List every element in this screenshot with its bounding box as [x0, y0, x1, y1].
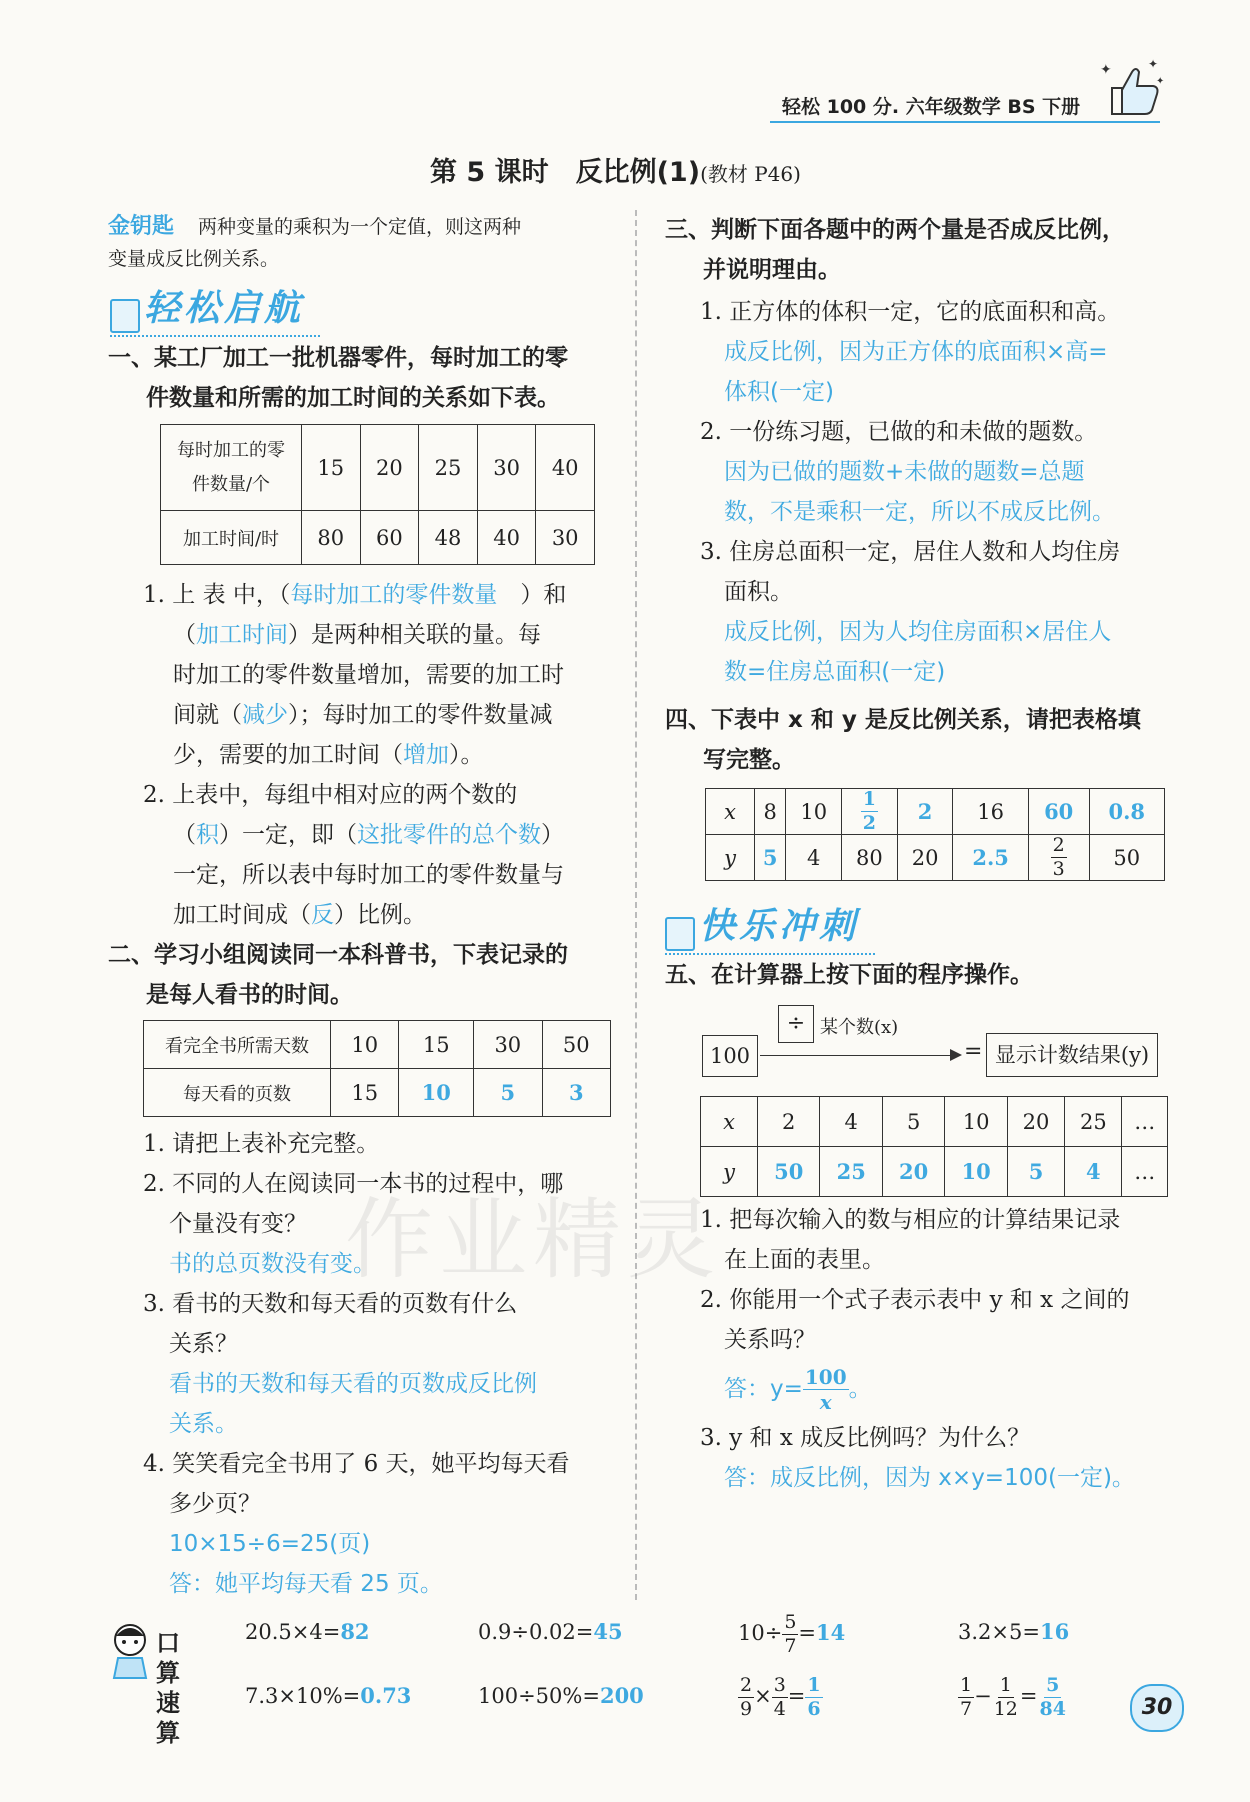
q1-cell: 25 [419, 425, 478, 511]
q2-row1-label: 看完全书所需天数 [144, 1021, 331, 1069]
oral-eq5: 7.3×10%=0.73 [245, 1683, 412, 1708]
q5-cell: 4 [820, 1097, 882, 1147]
oral-eq4: 3.2×5=16 [958, 1619, 1070, 1644]
q5-op-box: ÷ [778, 1005, 814, 1043]
q4-answer-cell: 2.5 [953, 835, 1028, 881]
q1-sub1: 1. 上 表 中，（每时加工的零件数量 ）和 （加工时间）是两种相关联的量。每 时加工的零件数量增加，需要的加工时 间就（减少）；每时加工的零件数量减 少，需要的加工时间（增加）。 [143, 582, 567, 768]
q4-x-label: x [706, 789, 755, 835]
q5-cell: 2 [758, 1097, 820, 1147]
q3-answer: 数，不是乘积一定，所以不成反比例。 [724, 499, 1115, 525]
q5-cell: … [1122, 1147, 1168, 1197]
q5-answer-cell: 25 [820, 1147, 882, 1197]
q1-cell: 30 [477, 425, 536, 511]
q5-answer-cell: 20 [882, 1147, 944, 1197]
q3-head2: 并说明理由。 [703, 257, 841, 283]
q2-answer: 关系。 [169, 1411, 238, 1437]
svg-text:✦: ✦ [1100, 62, 1112, 78]
q2-cell: 15 [399, 1021, 474, 1069]
thumbs-up-icon [1098, 58, 1166, 124]
svg-text:✦: ✦ [1148, 58, 1159, 71]
oral-eq8: $\frac{1}{7}$ − $\frac{1}{12}$ = $\frac{5}{84}$ [960, 1674, 1066, 1720]
q2-answer-cell: 10 [399, 1069, 474, 1117]
q1-answer: 这批零件的总个数 [357, 822, 541, 848]
q1-answer: 增加 [403, 742, 449, 768]
title-ref: (教材 P46) [700, 162, 801, 186]
q1-head2: 件数量和所需的加工时间的关系如下表。 [146, 385, 560, 411]
q5-cell: 20 [1007, 1097, 1064, 1147]
q3-subs: 1. 正方体的体积一定，它的底面积和高。 成反比例，因为正方体的底面积×高= 体积(一定) 2. 一份练习题，已做的和未做的题数。 因为已做的题数+未做的题数=总题 数，不是乘积一定，所以不成反比例。 3. 住房总面积一定，居住人数和人均住房 面积。 成反比例，因为人均住房面积×居住人 数=住房总面积(一定) [700, 292, 1180, 692]
q5-answer-cell: 4 [1065, 1147, 1122, 1197]
book-icon [110, 299, 140, 333]
oral-eq6: 100÷50%=200 [478, 1683, 644, 1708]
section-title-happy-sprint [665, 898, 875, 955]
q1-cell: 30 [536, 511, 595, 565]
q4-cell: 8 [755, 789, 786, 835]
q2-cell: 15 [331, 1069, 399, 1117]
q1-cell: 60 [360, 511, 419, 565]
q2-cell: 10 [331, 1021, 399, 1069]
q2-heading [108, 935, 568, 1015]
q5-y-label: y [701, 1147, 758, 1197]
q5-result-box: 显示计数结果(y) [986, 1033, 1158, 1077]
q3-answer: 成反比例，因为正方体的底面积×高= [724, 339, 1108, 365]
q5-cell: … [1122, 1097, 1168, 1147]
header-book-title: 轻松 100 分. 六年级数学 BS 下册 [782, 96, 1081, 118]
q1-answer: 反 [311, 902, 334, 928]
key-tip-label: 金钥匙 [108, 214, 175, 239]
svg-text:✦: ✦ [1156, 76, 1165, 87]
q4-table [705, 788, 1165, 881]
key-tip-text2: 变量成反比例关系。 [108, 248, 280, 270]
q5-x-label: x [701, 1097, 758, 1147]
q1-cell: 80 [302, 511, 361, 565]
q4-cell: 80 [842, 835, 898, 881]
page-title [430, 150, 801, 189]
q2-answer: 看书的天数和每天看的页数成反比例 [169, 1371, 537, 1397]
watermark: 作业精灵 [345, 1188, 722, 1291]
q5-heading: 五、在计算器上按下面的程序操作。 [665, 962, 1033, 988]
q5-flow [700, 1003, 1160, 1083]
q5-cell: 10 [945, 1097, 1007, 1147]
q1-cell: 20 [360, 425, 419, 511]
q2-head2: 是每人看书的时间。 [146, 982, 353, 1008]
q4-heading [665, 700, 1141, 780]
q5-cell: 5 [882, 1097, 944, 1147]
q5-cell: 25 [1065, 1097, 1122, 1147]
q1-table [160, 424, 595, 565]
title-main: 第 5 课时 反比例(1) [430, 157, 701, 188]
key-tip [108, 211, 521, 275]
q3-answer: 成反比例，因为人均住房面积×居住人 [724, 619, 1112, 645]
oral-eq7: $\frac{2}{9}$ × $\frac{3}{4}$ = $\frac{1}{6}$ [740, 1674, 821, 1720]
section-s2-label: 快乐冲刺 [699, 906, 860, 947]
q4-cell: 50 [1089, 835, 1164, 881]
section-title-easy-start [110, 280, 320, 337]
q2-cell: 30 [474, 1021, 542, 1069]
q5-start-box: 100 [702, 1035, 758, 1077]
oral-arithmetic-icon [108, 1622, 154, 1682]
book-icon [665, 917, 695, 951]
q4-answer-cell: 60 [1028, 789, 1089, 835]
q4-answer-cell: 5 [755, 835, 786, 881]
q3-head1: 三、判断下面各题中的两个量是否成反比例， [665, 217, 1125, 243]
q3-answer: 数=住房总面积(一定) [724, 659, 946, 685]
key-tip-text1: 两种变量的乘积为一个定值，则这两种 [198, 216, 522, 238]
q1-row2-label: 加工时间/时 [161, 511, 302, 565]
q2-answer: 答：她平均每天看 25 页。 [169, 1571, 443, 1597]
q1-head1: 一、某工厂加工一批机器零件，每时加工的零 [108, 345, 568, 371]
arrow-head-icon [950, 1049, 962, 1061]
q5-answer-cell: 10 [945, 1147, 1007, 1197]
oral-eq2: 0.9÷0.02=45 [478, 1619, 623, 1644]
q1-answer: 每时加工的零件数量 [290, 582, 498, 608]
q5-eq: = [964, 1039, 983, 1064]
q1-cell: 40 [477, 511, 536, 565]
q2-answer-cell: 3 [542, 1069, 610, 1117]
q4-y-label: y [706, 835, 755, 881]
q1-answer: 积 [196, 822, 219, 848]
q4-cell: 10 [786, 789, 842, 835]
q3-answer: 因为已做的题数+未做的题数=总题 [724, 459, 1085, 485]
q3-heading [665, 210, 1125, 290]
q1-heading [108, 338, 568, 418]
q1-sub2: 2. 上表中，每组中相对应的两个数的 （积）一定，即（这批零件的总个数） 一定，所以表中每时加工的零件数量与 加工时间成（反）比例。 [143, 782, 564, 928]
q2-table [143, 1020, 611, 1117]
q4-head2: 写完整。 [703, 747, 795, 773]
q1-answer: 减少 [242, 702, 288, 728]
q1-cell: 15 [302, 425, 361, 511]
q5-answer: 答：成反比例，因为 x×y=100(一定)。 [724, 1465, 1135, 1491]
q5-arrow [760, 1055, 956, 1056]
q1-cell: 48 [419, 511, 478, 565]
q5-answer-cell: 5 [1007, 1147, 1064, 1197]
q4-cell: 4 [786, 835, 842, 881]
q5-subs: 1. 把每次输入的数与相应的计算结果记录 在上面的表里。 2. 你能用一个式子表示表中 y 和 x 之间的 关系吗？ 答：y= $\frac{100}{x}$ 。 3. y 和 x 成反比例吗？为什么？ 答：成反比例，因为 x×y=100(一定)。 [700, 1200, 1180, 1498]
q4-head1: 四、下表中 x 和 y 是反比例关系，请把表格填 [665, 707, 1141, 733]
q2-row2-label: 每天看的页数 [144, 1069, 331, 1117]
section-underline [110, 335, 320, 337]
q4-answer-cell: 2 [897, 789, 953, 835]
q1-answer: 加工时间 [196, 622, 288, 648]
q4-cell: 16 [953, 789, 1028, 835]
oral-eq1: 20.5×4=82 [245, 1619, 370, 1644]
q4-answer-cell: $\frac{1}{2}$ [842, 789, 898, 835]
q5-table [700, 1096, 1168, 1197]
q2-head1: 二、学习小组阅读同一本科普书，下表记录的 [108, 942, 568, 968]
page-number: 30 [1130, 1684, 1184, 1732]
q2-subs: 1. 请把上表补充完整。 2. 不同的人在阅读同一本书的过程中，哪 个量没有变？ 书的总页数没有变。 3. 看书的天数和每天看的页数有什么 关系？ 看书的天数和每天看的页数成反比例 关系。 4. 笑笑看完全书用了 6 天，她平均每天看 多少页？ 10×15÷6=25(页) 答：她平均每天看 25 页。 [143, 1124, 623, 1604]
q2-answer-cell: 5 [474, 1069, 542, 1117]
q1-row1-label: 每时加工的零 件数量/个 [161, 425, 302, 511]
q5-op-label: 某个数(x) [820, 1017, 899, 1038]
q4-cell: $\frac{2}{3}$ [1028, 835, 1089, 881]
oral-eq3: 10÷ $\frac{5}{7}$ =14 [738, 1611, 846, 1657]
q5-answer-cell: 50 [758, 1147, 820, 1197]
q1-cell: 40 [536, 425, 595, 511]
q3-answer: 体积(一定) [724, 379, 834, 405]
q4-cell: 20 [897, 835, 953, 881]
q2-cell: 50 [542, 1021, 610, 1069]
q2-answer: 书的总页数没有变。 [169, 1251, 376, 1277]
column-divider [635, 210, 637, 1600]
oral-arithmetic-label: 口 算 速 算 [156, 1629, 180, 1747]
q2-answer: 10×15÷6=25(页) [169, 1531, 371, 1557]
q5-answer: 答：y= $\frac{100}{x}$ 。 [724, 1365, 872, 1414]
q4-answer-cell: 0.8 [1089, 789, 1164, 835]
section-s1-label: 轻松启航 [144, 288, 305, 329]
